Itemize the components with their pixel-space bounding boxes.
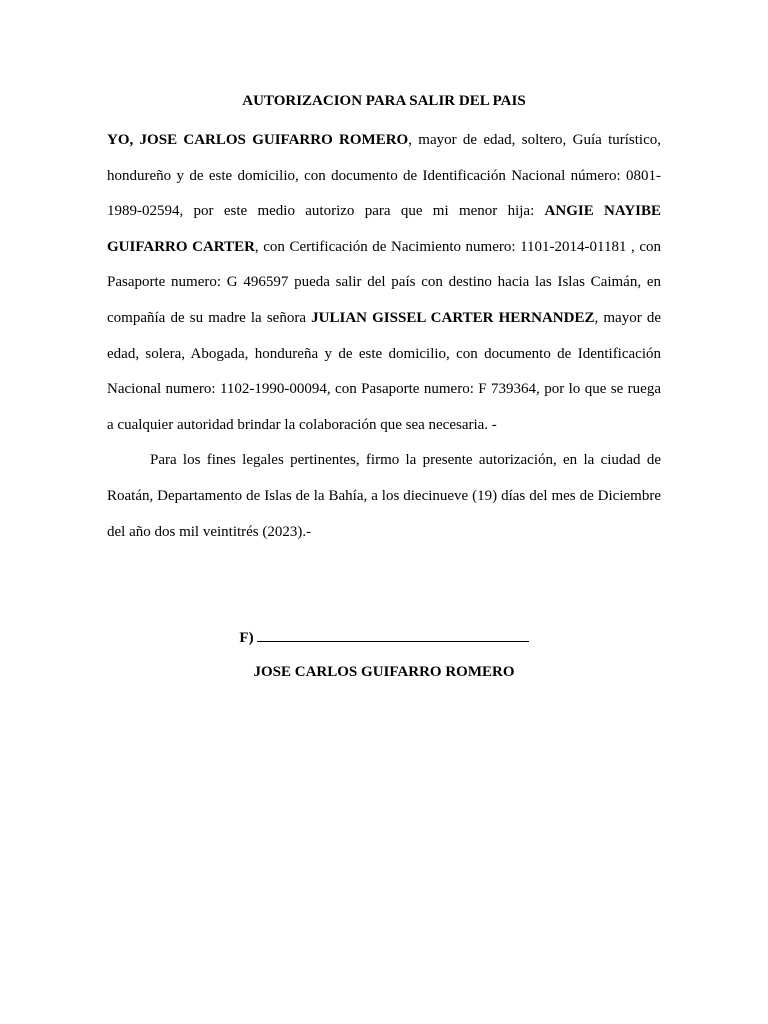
authorization-paragraph [107, 123, 661, 443]
signature-prefix: F) [239, 630, 254, 646]
signature-rule [257, 627, 529, 642]
paragraph-text: , mayor de edad, solera, Abogada, hondureña y de este domicilio, con documento de Identificación Nacional numero: 1102-1990-00094, con Pasaporte numero: F 739364, por lo que se ruega a cualquier autoridad brindar la colaboración que sea necesaria. - [107, 309, 661, 433]
paragraph-text: , mayor de edad, soltero, Guía turístico, hondureño y de este domicilio, con documento de Identificación Nacional número: 0801-1989-02594, por este medio autorizo para que mi menor hija: [107, 132, 661, 220]
minor-name: ANGIE NAYIBE GUIFARRO CARTER [107, 203, 661, 255]
legal-purposes-paragraph: Para los fines legales pertinentes, firmo la presente autorización, en la ciudad de Roatán, Departamento de Islas de la Bahía, a los diecinueve (19) días del mes de Diciembre del año dos mil veintitrés (2023).- [107, 452, 661, 540]
mother-name: JULIAN GISSEL CARTER HERNANDEZ [311, 309, 595, 326]
document-body [107, 123, 661, 550]
signature-line [0, 627, 768, 648]
signatory-name: JOSE CARLOS GUIFARRO ROMERO [253, 664, 515, 680]
paragraph-text: , con Certificación de Nacimiento numero: 1101-2014-01181 , con Pasaporte numero: G 496597 pueda salir del país con destino hacia las Islas Caimán, en compañía de su madre la señora [107, 238, 661, 326]
document-title: AUTORIZACION PARA SALIR DEL PAIS [242, 93, 526, 109]
authorizer-name: YO, JOSE CARLOS GUIFARRO ROMERO [107, 132, 409, 148]
